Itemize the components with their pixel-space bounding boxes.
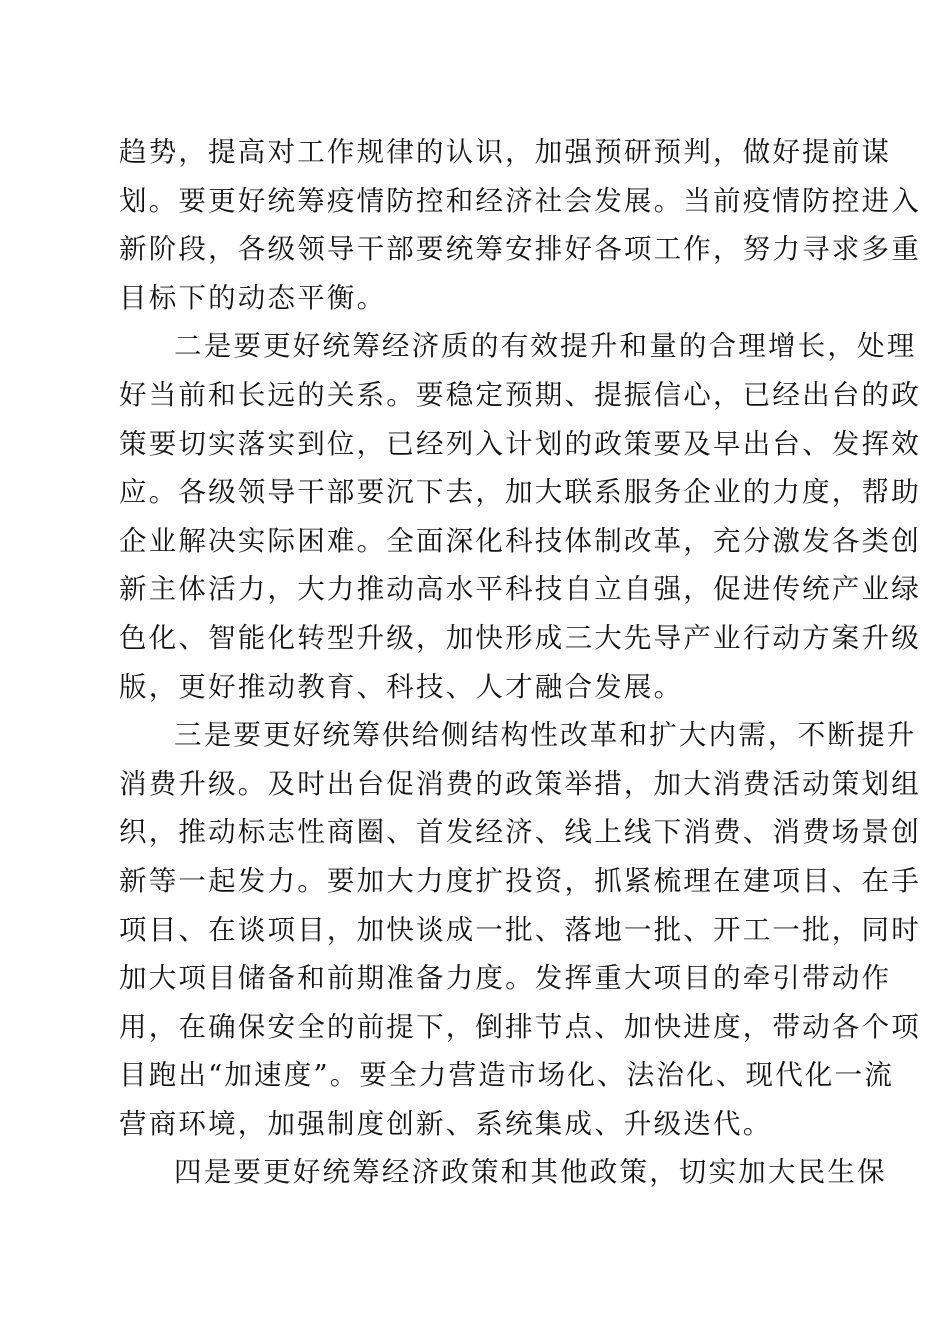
text-line: 版，更好推动教育、科技、人才融合发展。 bbox=[119, 670, 684, 703]
text-line: 划。要更好统筹疫情防控和经济社会发展。当前疫情防控进入 bbox=[119, 184, 921, 217]
document-body bbox=[119, 128, 921, 1197]
text-line: 新主体活力，大力推动高水平科技自立自强，促进传统产业绿 bbox=[119, 573, 921, 606]
text-line: 好当前和长远的关系。要稳定预期、提振信心，已经出台的政 bbox=[119, 378, 921, 411]
paragraph-2 bbox=[119, 322, 921, 711]
text-line: 目标下的动态平衡。 bbox=[119, 281, 387, 314]
text-line: 用，在确保安全的前提下，倒排节点、加快进度，带动各个项 bbox=[119, 1010, 921, 1043]
text-line: 三是要更好统筹供给侧结构性改革和扩大内需，不断提升 bbox=[174, 719, 917, 752]
text-line: 二是要更好统筹经济质的有效提升和量的合理增长，处理 bbox=[174, 330, 917, 363]
text-line: 项目、在谈项目，加快谈成一批、落地一批、开工一批，同时 bbox=[119, 913, 921, 946]
text-line: 加大项目储备和前期准备力度。发挥重大项目的牵引带动作 bbox=[119, 962, 892, 995]
text-line: 企业解决实际困难。全面深化科技体制改革，充分激发各类创 bbox=[119, 524, 921, 557]
text-line: 营商环境，加强制度创新、系统集成、升级迭代。 bbox=[119, 1107, 773, 1140]
paragraph-1 bbox=[119, 128, 921, 322]
text-line: 消费升级。及时出台促消费的政策举措，加大消费活动策划组 bbox=[119, 767, 921, 800]
text-line: 四是要更好统筹经济政策和其他政策，切实加大民生保 bbox=[174, 1156, 887, 1189]
paragraph-3 bbox=[119, 711, 921, 1148]
text-line: 策要切实落实到位，已经列入计划的政策要及早出台、发挥效 bbox=[119, 427, 921, 460]
text-line: 应。各级领导干部要沉下去，加大联系服务企业的力度，帮助 bbox=[119, 476, 921, 509]
text-line: 色化、智能化转型升级，加快形成三大先导产业行动方案升级 bbox=[119, 621, 921, 654]
text-line: 趋势，提高对工作规律的认识，加强预研预判，做好提前谋 bbox=[119, 136, 892, 168]
paragraph-4 bbox=[119, 1148, 887, 1197]
text-line: 新阶段，各级领导干部要统筹安排好各项工作，努力寻求多重 bbox=[119, 233, 921, 266]
text-line: 目跑出“加速度”。要全力营造市场化、法治化、现代化一流 bbox=[119, 1059, 895, 1092]
text-line: 新等一起发力。要加大力度扩投资，抓紧梳理在建项目、在手 bbox=[119, 864, 921, 897]
text-line: 织，推动标志性商圈、首发经济、线上线下消费、消费场景创 bbox=[119, 816, 921, 849]
